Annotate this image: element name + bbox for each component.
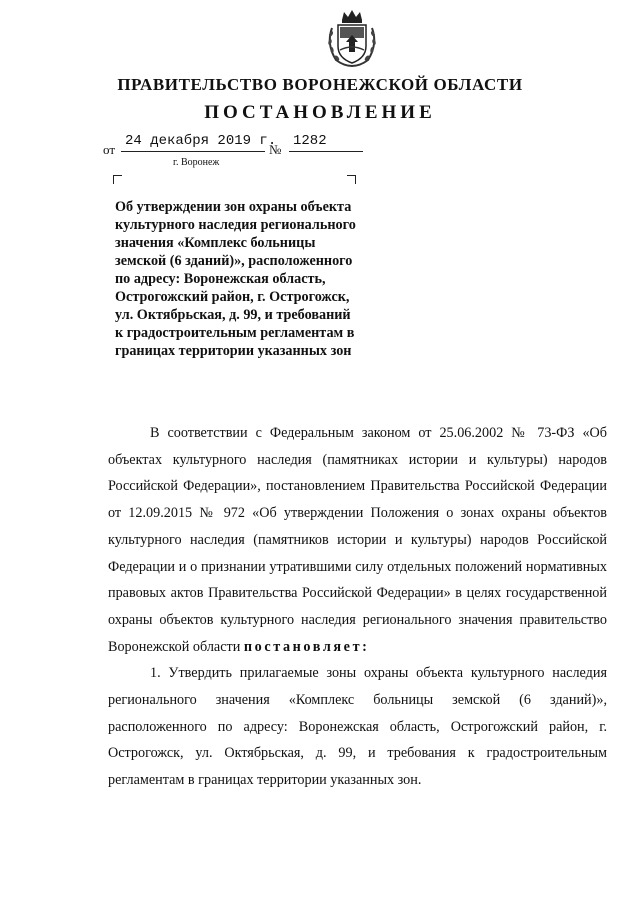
subject-line: границах территории указанных зон: [115, 343, 352, 359]
organization-title: ПРАВИТЕЛЬСТВО ВОРОНЕЖСКОЙ ОБЛАСТИ: [117, 75, 523, 94]
subject-line: земской (6 зданий)», расположенного: [115, 253, 353, 269]
subject-line: ул. Октябрьская, д. 99, и требований: [115, 307, 351, 323]
resolves-verb: постановляет:: [243, 638, 370, 655]
city-label: г. Воронеж: [173, 157, 220, 168]
document-subject: [115, 198, 385, 360]
number-underline: [289, 151, 363, 152]
subject-line: к градостроительным регламентам в: [115, 325, 355, 341]
corner-mark-right: [347, 175, 356, 184]
document-number: 1282: [293, 133, 327, 149]
coat-of-arms-emblem: [324, 8, 380, 70]
from-label: от: [103, 142, 116, 157]
subject-line: значения «Комплекс больницы: [115, 235, 316, 251]
document-type-title: ПОСТАНОВЛЕНИЕ: [204, 102, 436, 123]
subject-line: Об утверждении зон охраны объекта: [115, 199, 352, 215]
document-body: [108, 420, 607, 794]
corner-mark-left: [113, 175, 122, 184]
subject-line: по адресу: Воронежская область,: [115, 271, 326, 287]
document-date: 24 декабря 2019 г.: [125, 133, 277, 149]
date-number-line: [103, 133, 363, 157]
date-underline: [121, 151, 265, 152]
subject-line: Острогожский район, г. Острогожск,: [115, 289, 350, 305]
number-label: №: [269, 142, 282, 157]
subject-line: культурного наследия регионального: [115, 217, 356, 233]
preamble-text: В соответствии с Федеральным законом от 25.06.2002 № 73-ФЗ «Об объектах культурного наследия (памятниках истории и культуры) народов Российской Федерации», постановлением Правительства Российской Федерации от 12.09.2015 № 972 «Об утверждении Положения о зонах охраны объектов культурного наследия (памятников истории и культуры) народов Российской Федерации и о признании утратившими силу отдельных положений нормативных правовых актов Правительства Российской Федерации» в целях государственной охраны объектов культурного наследия регионального значения правительство Воронежской области: [108, 425, 607, 655]
body-paragraph-preamble: [108, 420, 607, 660]
body-paragraph-item-1: 1. Утвердить прилагаемые зоны охраны объекта культурного наследия регионального значения «Комплекс больницы земской (6 зданий)», расположенного по адресу: Воронежская область, Острогожский район, г. Острогожск, ул. Октябрьская, д. 99, и требования к градостроительным регламентам в границах территории указанных зон.: [108, 665, 607, 789]
